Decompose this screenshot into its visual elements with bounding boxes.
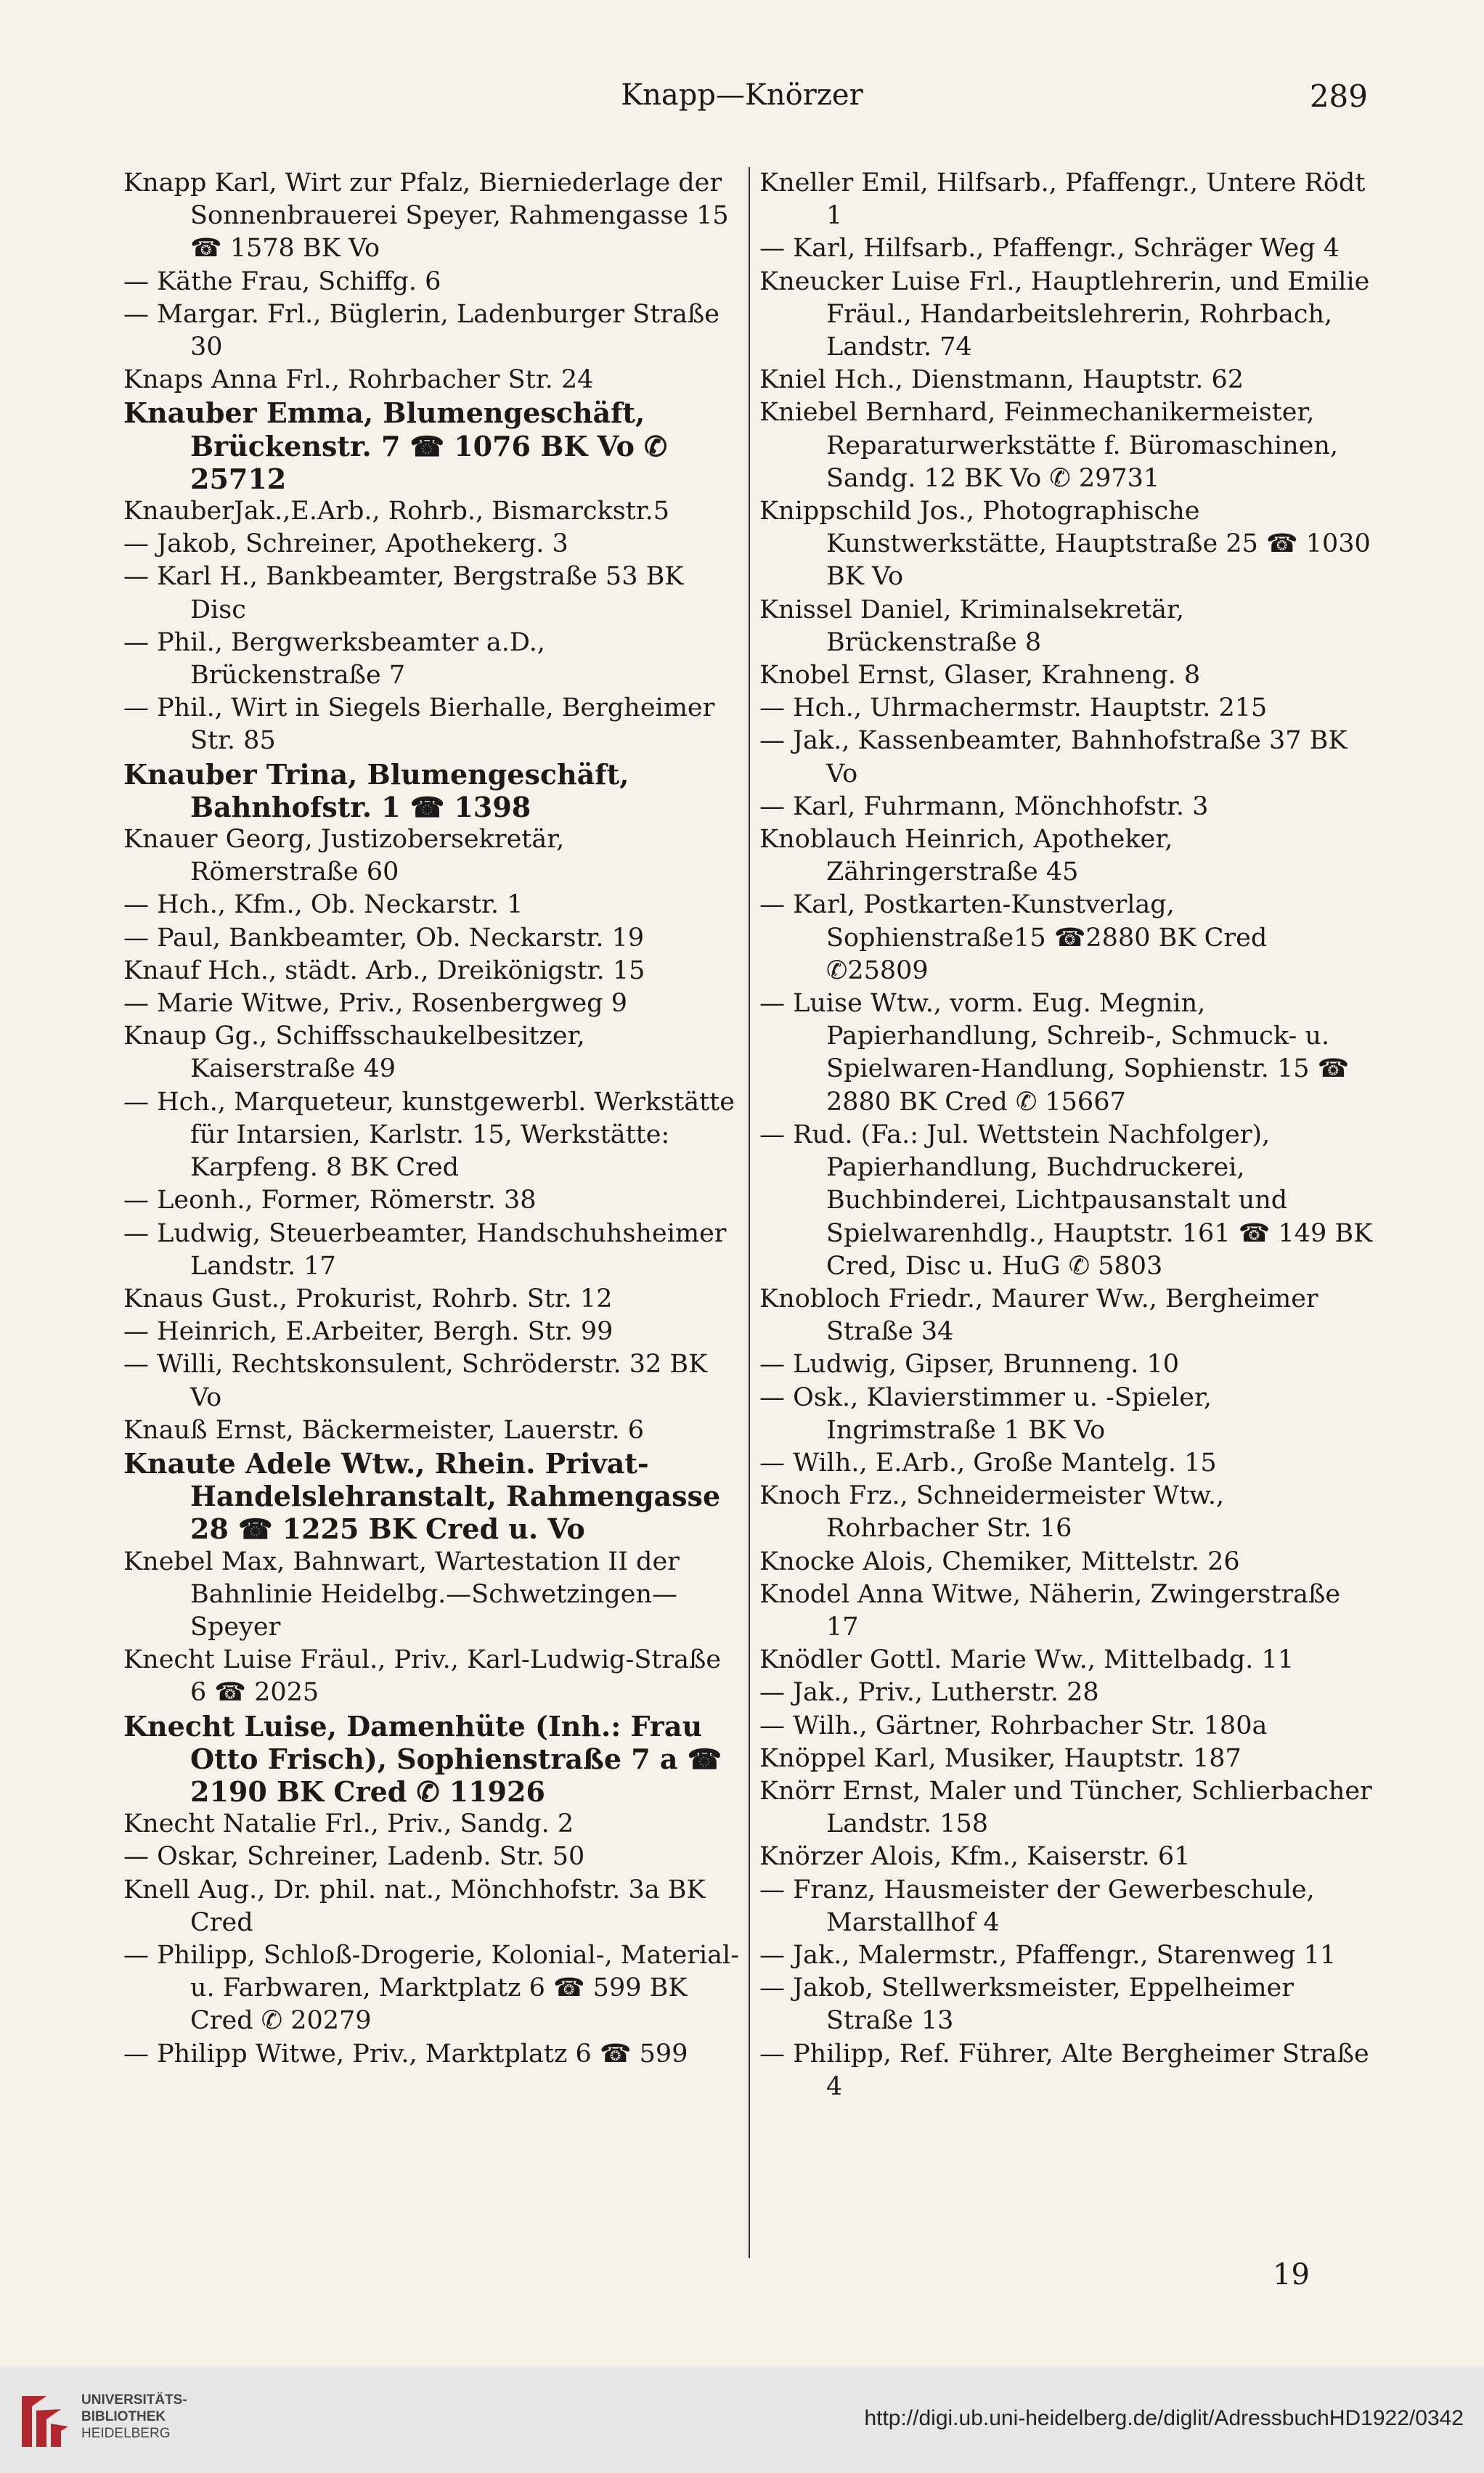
directory-entry: Knauer Georg, Justizobersekretär, Römerstraße 60 (123, 825, 565, 887)
directory-entry: Knoch Frz., Schneidermeister Wtw., Rohrbacher Str. 16 (759, 1481, 1225, 1544)
directory-entry: — Margar. Frl., Büglerin, Ladenburger Straße 30 (123, 299, 719, 362)
directory-entry: Knecht Luise Fräul., Priv., Karl-Ludwig-Straße 6 ☎ 2025 (123, 1645, 722, 1708)
directory-entry: — Karl, Postkarten-Kunstverlag, Sophienstraße15 ☎2880 BK Cred ✆25809 (759, 890, 1268, 985)
directory-entry: Knauber Emma, Blumengeschäft, Brückenstr. 7 ☎ 1076 BK Vo ✆ 25712 (123, 396, 667, 495)
directory-entry: — Wilh., E.Arb., Große Mantelg. 15 (759, 1448, 1217, 1478)
directory-entry: Knauber Trina, Blumengeschäft, Bahnhofstr. 1 ☎ 1398 (123, 757, 629, 823)
directory-entry: — Luise Wtw., vorm. Eug. Megnin, Papierhandlung, Schreib-, Schmuck- u. Spielwaren-Handlung, Sophienstr. 15 ☎ 2880 BK Cred ✆ 15667 (759, 989, 1350, 1117)
directory-entry: — Philipp, Schloß-Drogerie, Kolonial-, Material- u. Farbwaren, Marktplatz 6 ☎ 599 BK Cred ✆ 20279 (123, 1940, 740, 2036)
directory-entry: Knauf Hch., städt. Arb., Dreikönigstr. 15 (123, 956, 645, 985)
directory-entry: — Ludwig, Gipser, Brunneng. 10 (759, 1350, 1180, 1380)
directory-entry: — Phil., Bergwerksbeamter a.D., Brückenstraße 7 (123, 627, 545, 690)
directory-entry: KnauberJak.,E.Arb., Rohrb., Bismarckstr.5 (123, 497, 670, 526)
directory-entry: Knörzer Alois, Kfm., Kaiserstr. 61 (759, 1842, 1191, 1872)
directory-entry: Knöppel Karl, Musiker, Hauptstr. 187 (759, 1743, 1242, 1773)
directory-entry: — Karl, Fuhrmann, Mönchhofstr. 3 (759, 791, 1209, 821)
signature-mark: 19 (1273, 2258, 1310, 2291)
directory-entry: Kniebel Bernhard, Feinmechanikermeister, Reparaturwerkstätte f. Büromaschinen, Sandg. 12 BK Vo ✆ 29731 (759, 398, 1339, 493)
source-url-link[interactable]: http://digi.ub.uni-heidelberg.de/diglit/AdressbuchHD1922/0342 (864, 2406, 1464, 2430)
directory-entry: — Osk., Klavierstimmer u. -Spieler, Ingrimstraße 1 BK Vo (759, 1382, 1212, 1445)
directory-entry: — Paul, Bankbeamter, Ob. Neckarstr. 19 (123, 923, 645, 953)
directory-entry: Kneucker Luise Frl., Hauptlehrerin, und Emilie Fräul., Handarbeitslehrerin, Rohrbach, Landstr. 74 (759, 266, 1370, 362)
directory-entry: — Wilh., Gärtner, Rohrbacher Str. 180a (759, 1711, 1268, 1740)
directory-entry: — Jak., Priv., Lutherstr. 28 (759, 1678, 1099, 1708)
directory-entry: Knobel Ernst, Glaser, Krahneng. 8 (759, 661, 1201, 690)
directory-entry: — Marie Witwe, Priv., Rosenbergweg 9 (123, 989, 627, 1019)
directory-entry: — Käthe Frau, Schiffg. 6 (123, 266, 441, 296)
directory-entry: Knauß Ernst, Bäckermeister, Lauerstr. 6 (123, 1415, 645, 1445)
directory-entry: Knecht Natalie Frl., Priv., Sandg. 2 (123, 1809, 574, 1839)
directory-entry: Knaps Anna Frl., Rohrbacher Str. 24 (123, 365, 594, 395)
page-header (116, 78, 1368, 122)
directory-entry: Knödler Gottl. Marie Ww., Mittelbadg. 11 (759, 1645, 1295, 1675)
directory-entry: — Rud. (Fa.: Jul. Wettstein Nachfolger), Papierhandlung, Buchdruckerei, Buchbinderei, Lichtpausanstalt und Spielwarenhdlg., Hauptstr. 161 ☎ 149 BK Cred, Disc u. HuG ✆ 5803 (759, 1120, 1373, 1281)
directory-entry: — Jak., Malermstr., Pfaffengr., Starenweg 11 (759, 1940, 1337, 1970)
directory-entry: Knocke Alois, Chemiker, Mittelstr. 26 (759, 1547, 1240, 1576)
directory-entry: Knodel Anna Witwe, Näherin, Zwingerstraße 17 (759, 1579, 1341, 1642)
directory-entry: Knissel Daniel, Kriminalsekretär, Brückenstraße 8 (759, 595, 1184, 657)
directory-entry: — Franz, Hausmeister der Gewerbeschule, Marstallhof 4 (759, 1875, 1315, 1937)
library-logo-icon (17, 2389, 71, 2451)
directory-entry: — Philipp Witwe, Priv., Marktplatz 6 ☎ 599 (123, 2039, 688, 2069)
directory-entry: Knoblauch Heinrich, Apotheker, Zähringerstraße 45 (759, 825, 1173, 887)
directory-entry: Knippschild Jos., Photographische Kunstwerkstätte, Hauptstraße 25 ☎ 1030 BK Vo (759, 497, 1371, 592)
column-divider (749, 167, 750, 2258)
directory-entry: — Karl, Hilfsarb., Pfaffengr., Schräger Weg 4 (759, 234, 1340, 264)
directory-entry: — Jakob, Stellwerksmeister, Eppelheimer Straße 13 (759, 1973, 1294, 2036)
directory-entry: — Willi, Rechtskonsulent, Schröderstr. 32 BK Vo (123, 1350, 708, 1412)
directory-entry: Kniel Hch., Dienstmann, Hauptstr. 62 (759, 365, 1244, 395)
directory-entry: — Philipp, Ref. Führer, Alte Bergheimer Straße 4 (759, 2039, 1369, 2101)
directory-entry: Knell Aug., Dr. phil. nat., Mönchhofstr. 3a BK Cred (123, 1875, 706, 1937)
directory-entry: — Hch., Uhrmachermstr. Hauptstr. 215 (759, 693, 1268, 723)
directory-entry: Knaus Gust., Prokurist, Rohrb. Str. 12 (123, 1284, 613, 1313)
directory-entry: — Ludwig, Steuerbeamter, Handschuhsheimer Landstr. 17 (123, 1218, 727, 1281)
directory-entry: Knaup Gg., Schiffsschaukelbesitzer, Kaiserstraße 49 (123, 1022, 585, 1084)
running-title: Knapp—Knörzer (621, 78, 863, 112)
directory-entry: Knapp Karl, Wirt zur Pfalz, Bierniederlage der Sonnenbrauerei Speyer, Rahmengasse 15 ☎ 1578 BK Vo (123, 168, 729, 264)
library-name (81, 2392, 187, 2442)
directory-entry: — Jak., Kassenbeamter, Bahnhofstraße 37 BK Vo (759, 726, 1348, 789)
directory-entry: — Leonh., Former, Römerstr. 38 (123, 1186, 537, 1215)
directory-entry: — Hch., Kfm., Ob. Neckarstr. 1 (123, 890, 523, 920)
directory-entry: Knörr Ernst, Maler und Tüncher, Schlierbacher Landstr. 158 (759, 1776, 1372, 1839)
library-name-line: HEIDELBERG (81, 2426, 171, 2441)
directory-entry: Knebel Max, Bahnwart, Wartestation II der Bahnlinie Heidelbg.—Schwetzingen—Speyer (123, 1547, 680, 1642)
directory-entry: Knobloch Friedr., Maurer Ww., Bergheimer Straße 34 (759, 1284, 1318, 1347)
directory-entry: — Karl H., Bankbeamter, Bergstraße 53 BK Disc (123, 562, 684, 624)
directory-entry: Knecht Luise, Damenhüte (Inh.: Frau Otto Frisch), Sophienstraße 7 a ☎ 2190 BK Cred ✆ 11926 (123, 1709, 722, 1808)
library-name-line: UNIVERSITÄTS- (81, 2392, 187, 2408)
right-column (759, 167, 1377, 2103)
footer-bar (0, 2367, 1484, 2473)
directory-entry: — Hch., Marqueteur, kunstgewerbl. Werkstätte für Intarsien, Karlstr. 15, Werkstätte: Karpfeng. 8 BK Cred (123, 1087, 735, 1183)
directory-entry: — Oskar, Schreiner, Ladenb. Str. 50 (123, 1842, 585, 1872)
directory-entry: — Heinrich, E.Arbeiter, Bergh. Str. 99 (123, 1317, 613, 1347)
page-number: 289 (1309, 78, 1368, 114)
left-column (123, 167, 741, 2071)
directory-entry: — Phil., Wirt in Siegels Bierhalle, Bergheimer Str. 85 (123, 693, 715, 756)
directory-entry: Kneller Emil, Hilfsarb., Pfaffengr., Untere Rödt 1 (759, 168, 1366, 231)
library-name-line: BIBLIOTHEK (81, 2409, 166, 2424)
directory-entry: — Jakob, Schreiner, Apothekerg. 3 (123, 529, 568, 559)
directory-entry: Knaute Adele Wtw., Rhein. Privat-Handelslehranstalt, Rahmengasse 28 ☎ 1225 BK Cred u. Vo (123, 1446, 721, 1546)
